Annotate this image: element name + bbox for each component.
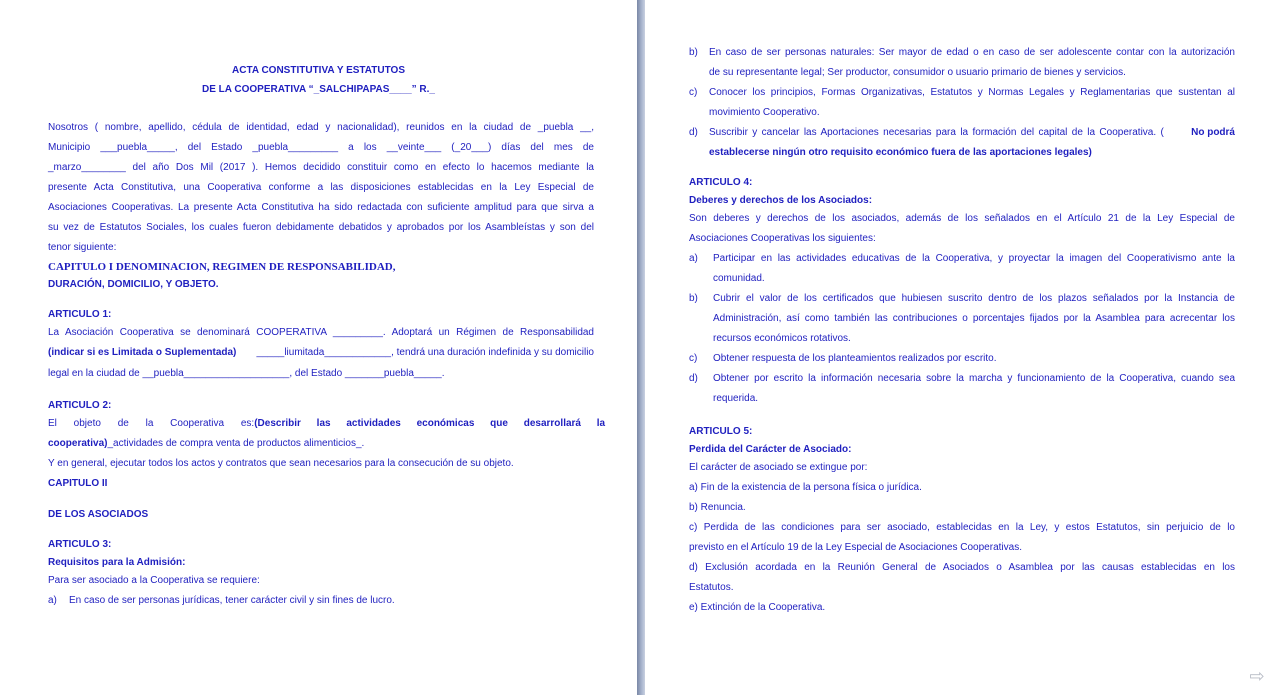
article-1-title: ARTICULO 1: [48,309,112,320]
article-4-item-line: Administración, así como también las contribuciones o porcentajes fijados por la Asamblea para acrecentar los [713,313,1235,324]
doc-title-line-1: ACTA CONSTITUTIVA Y ESTATUTOS [232,65,405,76]
page-gap [637,0,645,695]
article-5-intro: El carácter de asociado se extingue por: [689,462,868,473]
article-5-subtitle: Perdida del Carácter de Asociado: [689,444,852,455]
chapter-2-heading: CAPITULO II [48,478,108,489]
article-4-item-line: recursos económicos rotativos. [713,333,851,344]
article-1-line: legal en la ciudad de __puebla___________________, del Estado _______puebla_____. [48,368,445,379]
article-4-intro-line: Asociaciones Cooperativas los siguientes: [689,233,876,244]
article-2-line: Y en general, ejecutar todos los actos y contratos que sean necesarios para la consecución de su objeto. [48,458,514,469]
article-4-item-line: Obtener respuesta de los planteamientos realizados por escrito. [713,353,997,364]
article-5-item-cont: Estatutos. [689,582,734,593]
article-3-item-bold-line: establecerse ningún otro requisito económico fuera de las aportaciones legales) [709,147,1092,158]
article-4-item-line: comunidad. [713,273,765,284]
article-4-title: ARTICULO 4: [689,177,753,188]
list-letter: d) [689,127,698,138]
article-5-item: c) Perdida de las condiciones para ser asociado, establecidas en la Ley, y estos Estatutos, sin perjuicio de lo [689,522,1235,533]
article-5-item-cont: previsto en el Artículo 19 de la Ley Especial de Asociaciones Cooperativas. [689,542,1022,553]
article-5-item: a) Fin de la existencia de la persona física o jurídica. [689,482,922,493]
article-5-title: ARTICULO 5: [689,426,753,437]
list-letter: b) [689,47,698,58]
intro-paragraph-line: _marzo________ del año Dos Mil (2017 ). Hemos decidido constituir como en efecto lo hacemos mediante la [48,162,594,173]
article-4-item-line: Cubrir el valor de los certificados que hubiesen suscrito dentro de los plazos señalados por la Instancia de [713,293,1235,304]
intro-paragraph-line: su vez de Estatutos Sociales, los cuales fueron debidamente debatidos y aprobados por los Asambleístas y son del [48,222,594,233]
doc-title-line-2: DE LA COOPERATIVA “_SALCHIPAPAS____” R._ [201,84,435,95]
article-3-item-line: Conocer los principios, Formas Organizativas, Estatutos y Normas Legales y Reglamentarias que sustentan al [709,87,1235,98]
article-3-item-line: movimiento Cooperativo. [709,107,820,118]
intro-paragraph-line: Nosotros ( nombre, apellido, cédula de identidad, edad y nacionalidad), reunidos en la ciudad de _puebla __, [48,122,594,133]
article-5-item: e) Extinción de la Cooperativa. [689,602,826,613]
article-2-line [48,418,606,429]
article-1-bold-text: (indicar si es Limitada o Suplementada) [48,347,237,358]
article-3-item-line [709,127,1235,138]
list-letter: b) [689,293,698,304]
list-letter: c) [689,87,698,98]
article-3-item-text: En caso de ser personas jurídicas, tener carácter civil y sin fines de lucro. [69,595,395,606]
chapter-1-heading: CAPITULO I DENOMINACION, REGIMEN DE RESPONSABILIDAD, [48,261,396,273]
article-3-item-line: de su representante legal; Ser productor, consumidor o usuario primario de bienes y servicios. [709,67,1126,78]
list-letter: c) [689,353,698,364]
intro-paragraph-line: tenor siguiente: [48,242,117,253]
article-2-title: ARTICULO 2: [48,400,112,411]
article-3-intro: Para ser asociado a la Cooperativa se requiere: [48,575,260,586]
article-4-intro-line: Son deberes y derechos de los asociados, además de los señalados en el Artículo 21 de la Ley Especial de [689,213,1235,224]
article-4-item-line: requerida. [713,393,759,404]
article-3-title: ARTICULO 3: [48,539,112,550]
article-3-item-bold: No podrá [1191,127,1235,138]
article-1-line: La Asociación Cooperativa se denominará COOPERATIVA _________. Adoptará un Régimen de Responsabilidad [48,327,594,338]
article-4-item-line: Obtener por escrito la información necesaria sobre la marcha y funcionamiento de la Cooperativa, cuando sea [713,373,1235,384]
intro-paragraph-line: Municipio ___puebla_____, del Estado _puebla_________ a los __veinte___ (_20___) días del mes de [48,142,594,153]
article-3-item-letter: a) [48,595,57,606]
section-asociados-heading: DE LOS ASOCIADOS [48,509,149,520]
article-5-item: b) Renuncia. [689,502,746,513]
next-page-arrow-icon[interactable]: ⇨ [1249,666,1265,686]
article-3-item-line: En caso de ser personas naturales: Ser mayor de edad o en caso de ser adolescente contar con la autorización [709,47,1235,58]
document-page-right [645,0,1275,695]
article-2-bold-text: cooperativa) [48,438,108,449]
article-5-item: d) Exclusión acordada en la Reunión General de Asociados o Asamblea por las causas establecidas en los [689,562,1235,573]
article-4-item-line: Participar en las actividades educativas de la Cooperativa, y proyectar la imagen del Cooperativismo ante la [713,253,1235,264]
article-4-subtitle: Deberes y derechos de los Asociados: [689,195,873,206]
chapter-1-heading-cont: DURACIÓN, DOMICILIO, Y OBJETO. [48,279,219,290]
article-3-item-text: Suscribir y cancelar las Aportaciones necesarias para la formación del capital de la Cooperativa. ( [709,127,1164,138]
article-3-subtitle: Requisitos para la Admisión: [48,557,186,568]
article-1-line [48,347,594,358]
article-2-line [48,438,364,449]
article-2-bold-text: (Describir las actividades económicas que desarrollará la [254,418,606,429]
intro-paragraph-line: Asociaciones Cooperativas. La presente Acta Constitutiva ha sido redactada con suficiente amplitud para que sirva a [48,202,594,213]
list-letter: d) [689,373,698,384]
intro-paragraph-line: presente Acta Constitutiva, una Cooperativa conforme a las disposiciones establecidas en la Ley Especial de [48,182,594,193]
list-letter: a) [689,253,698,264]
article-2-text: _actividades de compra venta de productos alimenticios_. [107,438,365,449]
document-page-left [0,0,637,695]
article-2-text: El objeto de la Cooperativa es: [48,418,255,429]
article-1-text: _____liumitada____________, tendrá una duración indefinida y su domicilio [256,347,594,358]
